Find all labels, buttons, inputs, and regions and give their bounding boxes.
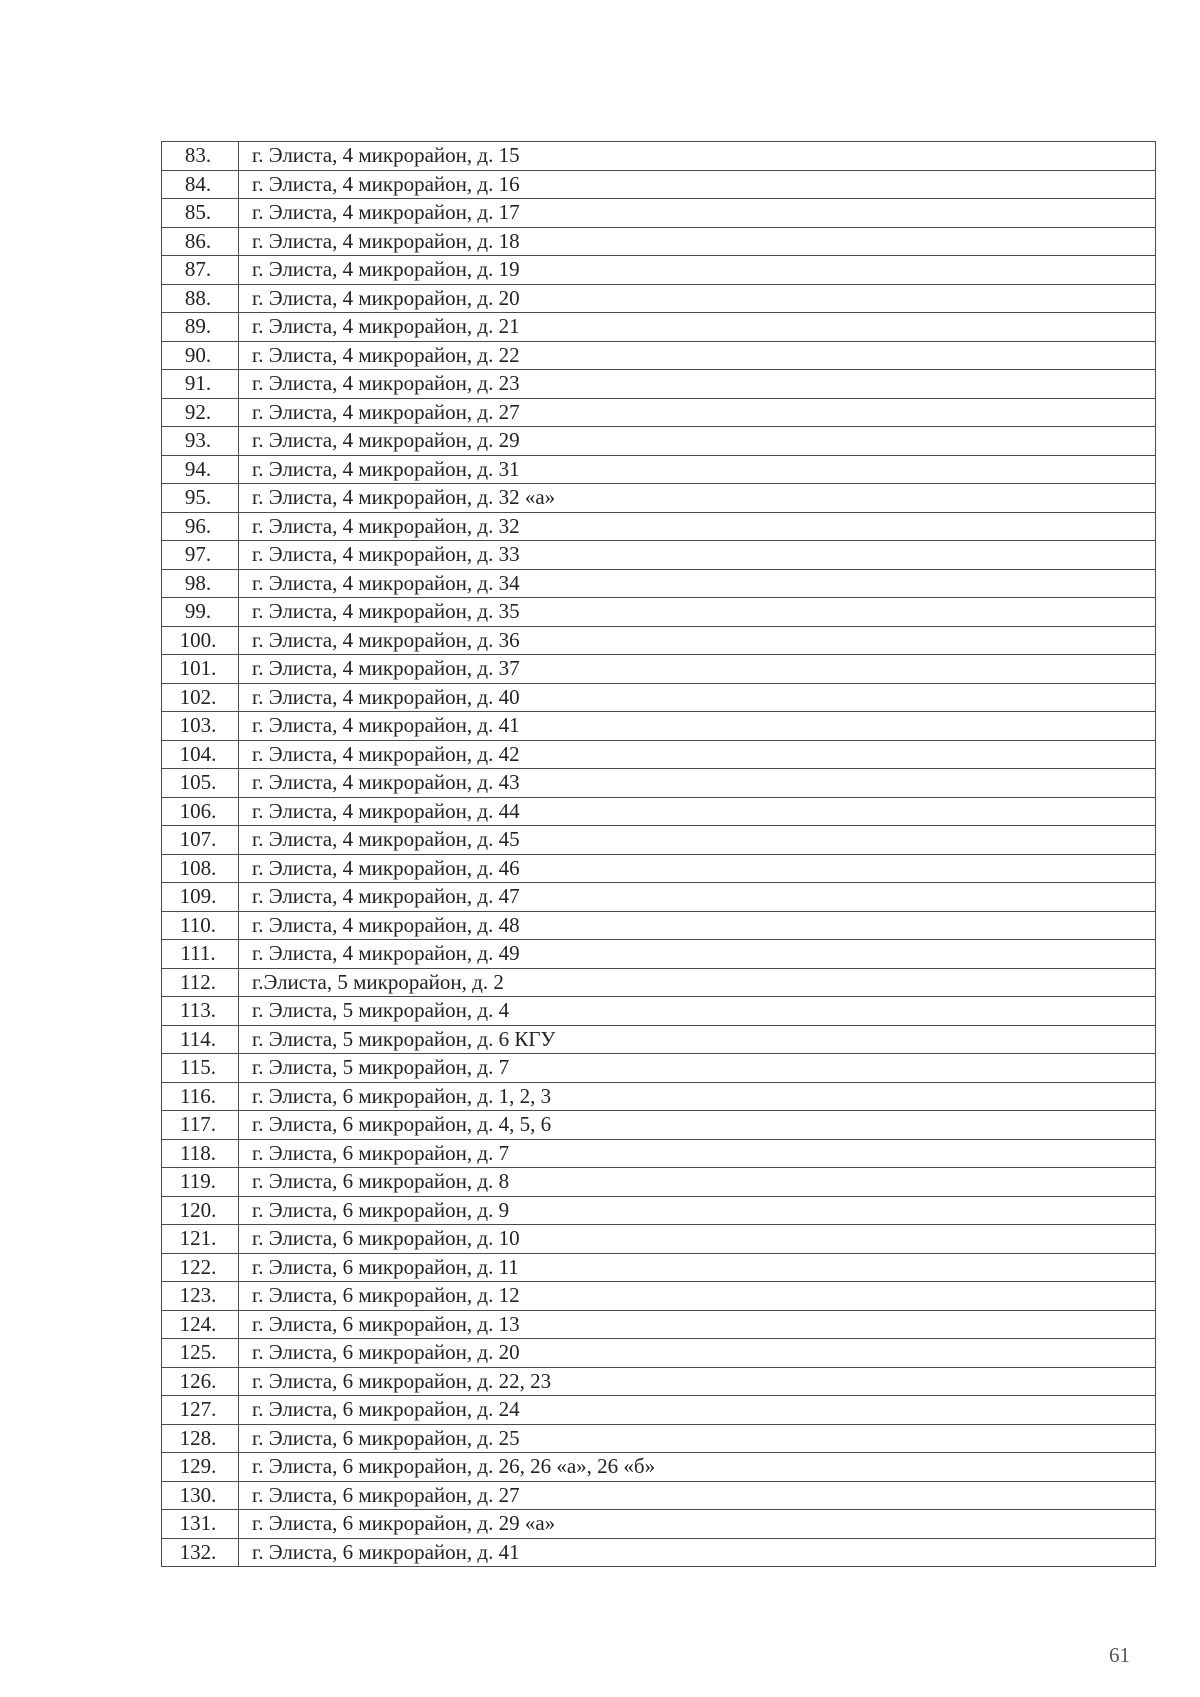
row-address: г. Элиста, 6 микрорайон, д. 1, 2, 3 bbox=[239, 1082, 1156, 1111]
row-number: 113. bbox=[162, 997, 239, 1026]
table-row bbox=[162, 512, 1156, 541]
row-number: 106. bbox=[162, 797, 239, 826]
row-address: г. Элиста, 6 микрорайон, д. 24 bbox=[239, 1396, 1156, 1425]
row-number: 85. bbox=[162, 199, 239, 228]
row-address: г. Элиста, 4 микрорайон, д. 45 bbox=[239, 826, 1156, 855]
row-number: 103. bbox=[162, 712, 239, 741]
table-row bbox=[162, 1481, 1156, 1510]
table-row bbox=[162, 997, 1156, 1026]
table-row bbox=[162, 427, 1156, 456]
row-number: 87. bbox=[162, 256, 239, 285]
row-address: г. Элиста, 4 микрорайон, д. 29 bbox=[239, 427, 1156, 456]
table-row bbox=[162, 883, 1156, 912]
table-row bbox=[162, 455, 1156, 484]
row-number: 96. bbox=[162, 512, 239, 541]
row-address: г. Элиста, 4 микрорайон, д. 19 bbox=[239, 256, 1156, 285]
row-number: 111. bbox=[162, 940, 239, 969]
row-number: 97. bbox=[162, 541, 239, 570]
row-number: 118. bbox=[162, 1139, 239, 1168]
row-number: 86. bbox=[162, 227, 239, 256]
row-address: г. Элиста, 6 микрорайон, д. 10 bbox=[239, 1225, 1156, 1254]
table-row bbox=[162, 1196, 1156, 1225]
row-number: 98. bbox=[162, 569, 239, 598]
table-row bbox=[162, 313, 1156, 342]
table-row bbox=[162, 1111, 1156, 1140]
table-row bbox=[162, 854, 1156, 883]
table-row bbox=[162, 1282, 1156, 1311]
row-address: г. Элиста, 4 микрорайон, д. 37 bbox=[239, 655, 1156, 684]
row-number: 93. bbox=[162, 427, 239, 456]
table-row bbox=[162, 1538, 1156, 1567]
row-number: 99. bbox=[162, 598, 239, 627]
table-row bbox=[162, 911, 1156, 940]
table-row bbox=[162, 1225, 1156, 1254]
row-address: г. Элиста, 6 микрорайон, д. 4, 5, 6 bbox=[239, 1111, 1156, 1140]
row-number: 112. bbox=[162, 968, 239, 997]
row-address: г. Элиста, 4 микрорайон, д. 41 bbox=[239, 712, 1156, 741]
row-address: г. Элиста, 4 микрорайон, д. 23 bbox=[239, 370, 1156, 399]
row-number: 102. bbox=[162, 683, 239, 712]
row-number: 94. bbox=[162, 455, 239, 484]
row-address: г. Элиста, 4 микрорайон, д. 17 bbox=[239, 199, 1156, 228]
row-address: г. Элиста, 4 микрорайон, д. 16 bbox=[239, 170, 1156, 199]
table-row bbox=[162, 541, 1156, 570]
table-row bbox=[162, 655, 1156, 684]
table-row bbox=[162, 1253, 1156, 1282]
row-number: 127. bbox=[162, 1396, 239, 1425]
table-row bbox=[162, 797, 1156, 826]
row-number: 125. bbox=[162, 1339, 239, 1368]
table-row bbox=[162, 968, 1156, 997]
row-number: 132. bbox=[162, 1538, 239, 1567]
row-address: г. Элиста, 4 микрорайон, д. 48 bbox=[239, 911, 1156, 940]
table-row bbox=[162, 199, 1156, 228]
row-number: 104. bbox=[162, 740, 239, 769]
row-number: 124. bbox=[162, 1310, 239, 1339]
row-number: 121. bbox=[162, 1225, 239, 1254]
table-row bbox=[162, 256, 1156, 285]
table-row bbox=[162, 484, 1156, 513]
row-address: г. Элиста, 6 микрорайон, д. 20 bbox=[239, 1339, 1156, 1368]
table-row bbox=[162, 1168, 1156, 1197]
row-address: г. Элиста, 6 микрорайон, д. 22, 23 bbox=[239, 1367, 1156, 1396]
table-row bbox=[162, 740, 1156, 769]
row-number: 122. bbox=[162, 1253, 239, 1282]
table-row bbox=[162, 341, 1156, 370]
row-address: г. Элиста, 6 микрорайон, д. 8 bbox=[239, 1168, 1156, 1197]
row-number: 84. bbox=[162, 170, 239, 199]
row-number: 100. bbox=[162, 626, 239, 655]
row-address: г. Элиста, 4 микрорайон, д. 34 bbox=[239, 569, 1156, 598]
row-number: 91. bbox=[162, 370, 239, 399]
row-address: г. Элиста, 4 микрорайон, д. 33 bbox=[239, 541, 1156, 570]
table-row bbox=[162, 569, 1156, 598]
row-address: г. Элиста, 4 микрорайон, д. 20 bbox=[239, 284, 1156, 313]
row-number: 119. bbox=[162, 1168, 239, 1197]
row-address: г. Элиста, 4 микрорайон, д. 35 bbox=[239, 598, 1156, 627]
row-address: г. Элиста, 4 микрорайон, д. 36 bbox=[239, 626, 1156, 655]
table-row bbox=[162, 142, 1156, 171]
row-address: г. Элиста, 5 микрорайон, д. 7 bbox=[239, 1054, 1156, 1083]
table-row bbox=[162, 1339, 1156, 1368]
table-row bbox=[162, 1025, 1156, 1054]
row-address: г. Элиста, 6 микрорайон, д. 27 bbox=[239, 1481, 1156, 1510]
row-address: г. Элиста, 4 микрорайон, д. 22 bbox=[239, 341, 1156, 370]
row-number: 116. bbox=[162, 1082, 239, 1111]
table-row bbox=[162, 370, 1156, 399]
row-address: г. Элиста, 4 микрорайон, д. 21 bbox=[239, 313, 1156, 342]
table-row bbox=[162, 1396, 1156, 1425]
table-row bbox=[162, 940, 1156, 969]
row-address: г. Элиста, 4 микрорайон, д. 32 «а» bbox=[239, 484, 1156, 513]
row-number: 110. bbox=[162, 911, 239, 940]
row-number: 131. bbox=[162, 1510, 239, 1539]
row-address: г. Элиста, 6 микрорайон, д. 41 bbox=[239, 1538, 1156, 1567]
table-row bbox=[162, 683, 1156, 712]
table-row bbox=[162, 598, 1156, 627]
row-address: г. Элиста, 6 микрорайон, д. 25 bbox=[239, 1424, 1156, 1453]
table-row bbox=[162, 1310, 1156, 1339]
row-address: г. Элиста, 5 микрорайон, д. 6 КГУ bbox=[239, 1025, 1156, 1054]
row-number: 101. bbox=[162, 655, 239, 684]
row-number: 107. bbox=[162, 826, 239, 855]
page-number: 61 bbox=[1109, 1643, 1130, 1667]
row-address: г. Элиста, 4 микрорайон, д. 46 bbox=[239, 854, 1156, 883]
table-row bbox=[162, 1510, 1156, 1539]
row-address: г. Элиста, 4 микрорайон, д. 27 bbox=[239, 398, 1156, 427]
row-number: 128. bbox=[162, 1424, 239, 1453]
table-row bbox=[162, 769, 1156, 798]
row-address: г. Элиста, 4 микрорайон, д. 40 bbox=[239, 683, 1156, 712]
row-number: 92. bbox=[162, 398, 239, 427]
row-number: 109. bbox=[162, 883, 239, 912]
row-number: 123. bbox=[162, 1282, 239, 1311]
row-number: 88. bbox=[162, 284, 239, 313]
row-address: г. Элиста, 4 микрорайон, д. 43 bbox=[239, 769, 1156, 798]
row-address: г. Элиста, 4 микрорайон, д. 44 bbox=[239, 797, 1156, 826]
table-row bbox=[162, 284, 1156, 313]
row-address: г. Элиста, 4 микрорайон, д. 32 bbox=[239, 512, 1156, 541]
row-address: г. Элиста, 6 микрорайон, д. 29 «а» bbox=[239, 1510, 1156, 1539]
row-address: г.Элиста, 5 микрорайон, д. 2 bbox=[239, 968, 1156, 997]
row-address: г. Элиста, 4 микрорайон, д. 15 bbox=[239, 142, 1156, 171]
row-number: 117. bbox=[162, 1111, 239, 1140]
address-table bbox=[161, 141, 1156, 1567]
table-row bbox=[162, 1139, 1156, 1168]
row-address: г. Элиста, 6 микрорайон, д. 11 bbox=[239, 1253, 1156, 1282]
table-row bbox=[162, 826, 1156, 855]
table-row bbox=[162, 170, 1156, 199]
row-address: г. Элиста, 5 микрорайон, д. 4 bbox=[239, 997, 1156, 1026]
table-row bbox=[162, 712, 1156, 741]
row-number: 83. bbox=[162, 142, 239, 171]
table-row bbox=[162, 1054, 1156, 1083]
address-table-body bbox=[162, 142, 1156, 1567]
row-address: г. Элиста, 4 микрорайон, д. 18 bbox=[239, 227, 1156, 256]
row-address: г. Элиста, 4 микрорайон, д. 49 bbox=[239, 940, 1156, 969]
table-row bbox=[162, 1424, 1156, 1453]
row-address: г. Элиста, 6 микрорайон, д. 26, 26 «а», 26 «б» bbox=[239, 1453, 1156, 1482]
table-row bbox=[162, 1367, 1156, 1396]
table-row bbox=[162, 398, 1156, 427]
row-number: 89. bbox=[162, 313, 239, 342]
table-row bbox=[162, 227, 1156, 256]
table-row bbox=[162, 1453, 1156, 1482]
row-address: г. Элиста, 6 микрорайон, д. 7 bbox=[239, 1139, 1156, 1168]
row-number: 129. bbox=[162, 1453, 239, 1482]
row-address: г. Элиста, 4 микрорайон, д. 47 bbox=[239, 883, 1156, 912]
row-number: 130. bbox=[162, 1481, 239, 1510]
table-row bbox=[162, 626, 1156, 655]
row-address: г. Элиста, 6 микрорайон, д. 13 bbox=[239, 1310, 1156, 1339]
row-number: 120. bbox=[162, 1196, 239, 1225]
row-address: г. Элиста, 4 микрорайон, д. 42 bbox=[239, 740, 1156, 769]
row-number: 114. bbox=[162, 1025, 239, 1054]
row-number: 95. bbox=[162, 484, 239, 513]
row-number: 90. bbox=[162, 341, 239, 370]
table-row bbox=[162, 1082, 1156, 1111]
row-number: 105. bbox=[162, 769, 239, 798]
row-number: 108. bbox=[162, 854, 239, 883]
row-address: г. Элиста, 4 микрорайон, д. 31 bbox=[239, 455, 1156, 484]
row-number: 115. bbox=[162, 1054, 239, 1083]
row-address: г. Элиста, 6 микрорайон, д. 9 bbox=[239, 1196, 1156, 1225]
row-number: 126. bbox=[162, 1367, 239, 1396]
row-address: г. Элиста, 6 микрорайон, д. 12 bbox=[239, 1282, 1156, 1311]
